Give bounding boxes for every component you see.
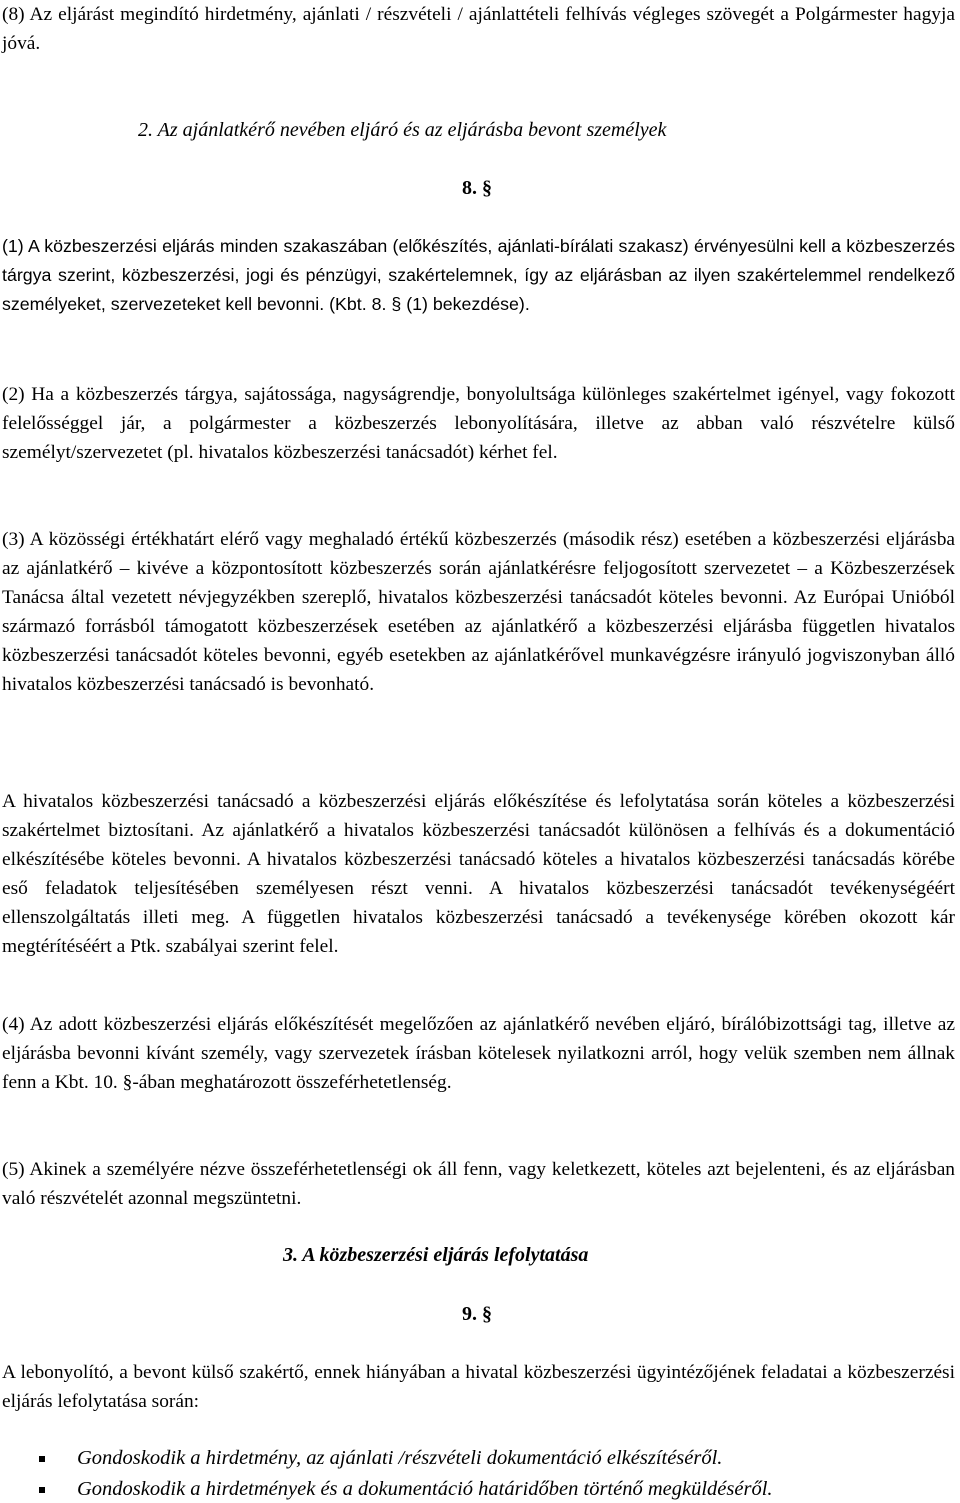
list-item	[0, 1443, 960, 1474]
section-9-mark: 9. §	[462, 1303, 492, 1325]
list-item-text: Gondoskodik a hirdetmények és a dokumentáció határidőben történő megküldéséről.	[77, 1478, 773, 1500]
section-8-paragraph-2: (2) Ha a közbeszerzés tárgya, sajátossága, nagyságrendje, bonyolultsága különleges szakértelmet igényel, vagy fokozott felelősséggel jár, a polgármester a közbeszerzés lebonyolítására, illetve az abban való részvételre külső személyt/szervezetet (pl. hivatalos közbeszerzési tanácsadót) kérhet fel.	[2, 384, 955, 463]
section-8-paragraph-5: (4) Az adott közbeszerzési eljárás előkészítését megelőzően az ajánlatkérő nevében eljáró, bírálóbizottsági tag, illetve az eljárásba bevonni kívánt személy, vagy szervezetek írásban kötelesek nyilatkozni arról, hogy velük szemben nem állnak fenn a Kbt. 10. §-ában meghatározott összeférhetetlenség.	[2, 1014, 955, 1093]
square-bullet-icon	[39, 1487, 45, 1493]
chapter-2-title: 2. Az ajánlatkérő nevében eljáró és az eljárásba bevont személyek	[138, 119, 667, 141]
intro-paragraph: (8) Az eljárást megindító hirdetmény, ajánlati / részvételi / ajánlattételi felhívás végleges szövegét a Polgármester hagyja jóvá.	[2, 4, 955, 54]
section-8-paragraph-3: (3) A közösségi értékhatárt elérő vagy meghaladó értékű közbeszerzés (második rész) esetében a közbeszerzési eljárásba az ajánlatkérő – kivéve a központosított közbeszerzés során ajánlatkérésre feljogosított szervezetet – a Közbeszerzések Tanácsa által vezetett névjegyzékben szereplő, hivatalos közbeszerzési tanácsadót köteles bevonni. Az Európai Unióból származó forrásból támogatott közbeszerzések esetében az ajánlatkérő a közbeszerzési eljárásba független hivatalos közbeszerzési tanácsadót köteles bevonni, egyéb esetekben az ajánlatkérővel munkavégzésre irányuló jogviszonyban álló hivatalos közbeszerzési tanácsadó is bevonható.	[2, 529, 955, 695]
section-9-intro: A lebonyolító, a bevont külső szakértő, ennek hiányában a hivatal közbeszerzési ügyintézőjének feladatai a közbeszerzési eljárás lefolytatása során:	[2, 1362, 955, 1412]
section-8-paragraph-4: A hivatalos közbeszerzési tanácsadó a közbeszerzési eljárás előkészítése és lefolytatása során köteles a közbeszerzési szakértelmet biztosítani. Az ajánlatkérő a hivatalos közbeszerzési tanácsadót különösen a felhívás és a dokumentáció elkészítésébe köteles bevonni. A hivatalos közbeszerzési tanácsadó köteles a hivatalos közbeszerzési tanácsadás körébe eső feladatok teljesítésében személyesen részt venni. A hivatalos közbeszerzési tanácsadót tevékenységéért ellenszolgáltatás illeti meg. A független hivatalos közbeszerzési tanácsadó a tevékenysége körében okozott kár megtérítéséért a Ptk. szabályai szerint felel.	[2, 791, 955, 957]
chapter-3-title: 3. A közbeszerzési eljárás lefolytatása	[283, 1244, 589, 1266]
list-item	[0, 1474, 960, 1503]
section-8-paragraph-1: (1) A közbeszerzési eljárás minden szakaszában (előkészítés, ajánlati-bírálati szakasz) érvényesülni kell a közbeszerzés tárgya szerint, közbeszerzési, jogi és pénzügyi, szakértelemnek, így az eljárásban az ilyen szakértelemmel rendelkező személyeket, szervezeteket kell bevonni. (Kbt. 8. § (1) bekezdése).	[2, 236, 955, 314]
section-8-paragraph-6: (5) Akinek a személyére nézve összeférhetetlenségi ok áll fenn, vagy keletkezett, köteles azt bejelenteni, és az eljárásban való részvételét azonnal megszüntetni.	[2, 1159, 955, 1209]
square-bullet-icon	[39, 1456, 45, 1462]
list-item-text: Gondoskodik a hirdetmény, az ajánlati /részvételi dokumentáció elkészítéséről.	[77, 1447, 723, 1469]
section-8-mark: 8. §	[462, 177, 492, 199]
duties-list	[0, 1443, 960, 1503]
